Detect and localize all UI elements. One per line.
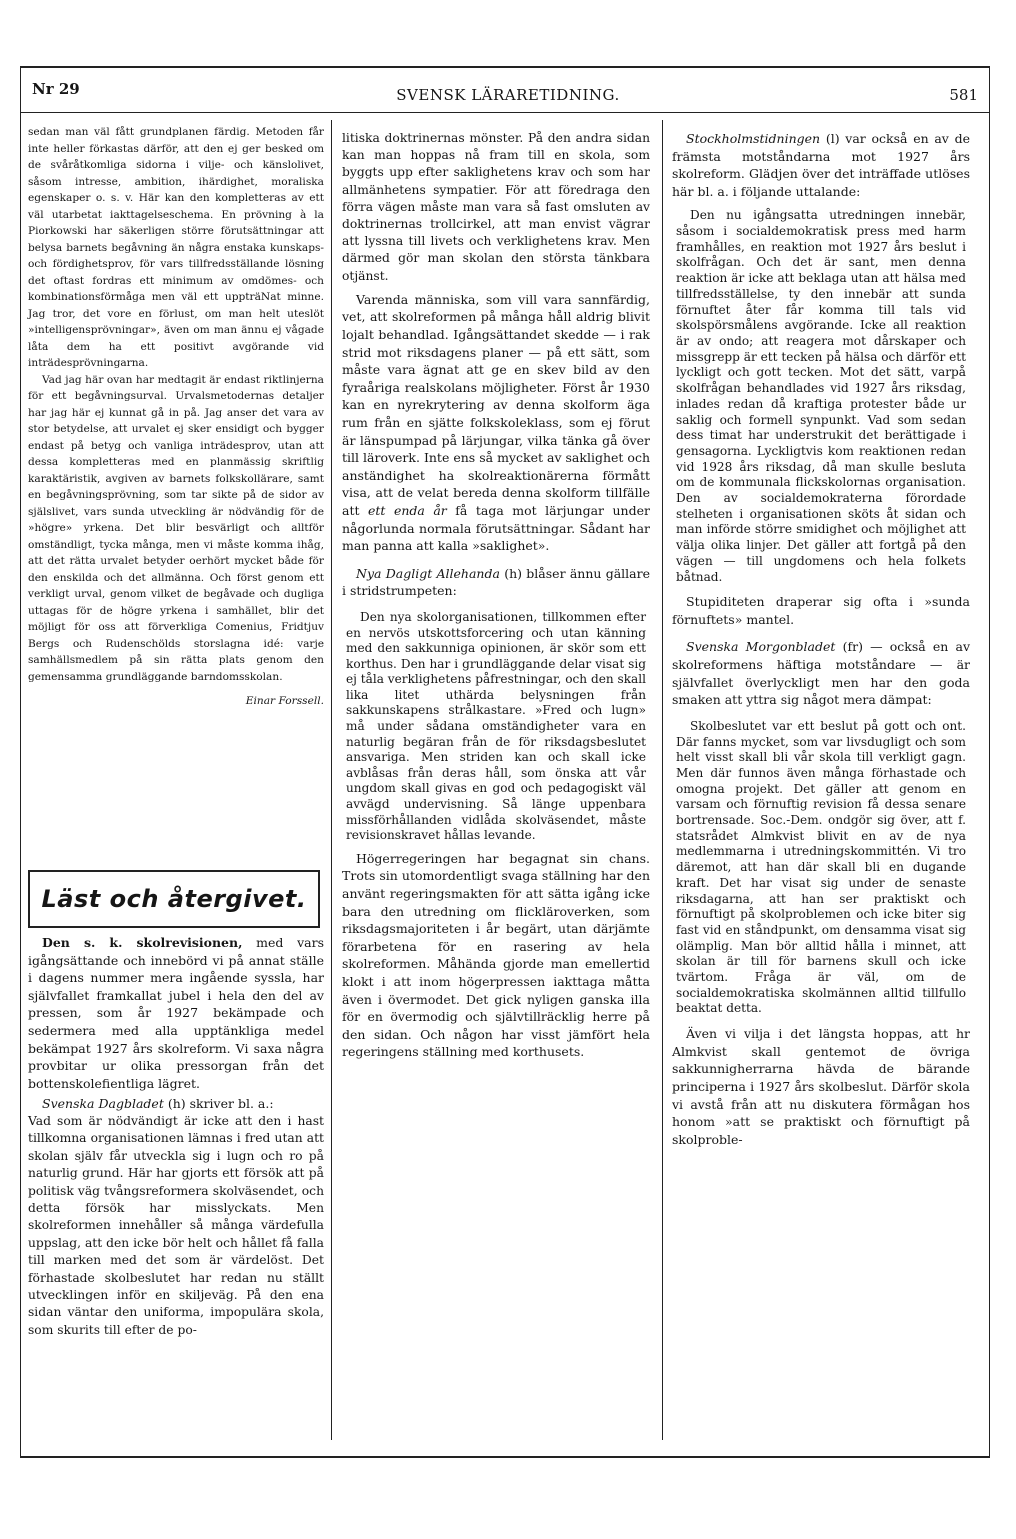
source-intro <box>672 130 970 200</box>
source-intro-text: (h) blåser ännu gällare i stridstrumpeten: <box>342 565 650 599</box>
section-title-box <box>28 870 320 928</box>
paragraph-text: få taga mot lärjungar under någorlunda normala förutsättningar. Sådant har man panna att kalla »saklighet». <box>342 502 650 554</box>
column-2 <box>342 130 650 1061</box>
publication-title: SVENSK LÄRARETIDNING. <box>396 86 620 104</box>
lead-paragraph <box>28 934 324 1092</box>
header-rule <box>20 112 990 113</box>
author-signature: Einar Forssell. <box>245 695 324 707</box>
bottom-rule <box>20 1456 990 1458</box>
source-name: Svenska Dagbladet <box>42 1096 164 1112</box>
issue-number: Nr 29 <box>32 80 80 98</box>
article-paragraph: Även vi vilja i det längsta hoppas, att hr Almkvist skall gentemot de övriga sakkunnigherrarna hävda de bärande principerna i 1927 års skolbeslut. Därför skola vi avstå från att nu diskutera förmågan hos honom »att se praktiskt och förnuftigt på skolproble- <box>672 1026 970 1147</box>
source-name: Svenska Morgonbladet <box>686 639 836 655</box>
source-intro <box>342 565 650 600</box>
article-continuation: sedan man väl fått grundplanen färdig. Metoden får inte heller förkastas därför, att den ej ger besked om de svåråtkomliga sidorna i vilje- och känslolivet, såsom intresse, ambition, ihärdighet, moraliska egenskaper o. s. v. Här kan den kompletteras av ett väl utarbetat iakttagelseschema. En prövning à la Piorkowski har säkerligen större förutsättningar att belysa barnets begåvning än några enstaka kunskaps- och fördighetsprov, för vars tillfredsställande lösning det oftast fordras ett minimum av omdömes- och kombinationsförmåga men väl ett uppträNat minne. Jag tror, det vore en förlust, om man helt uteslöt »intelligensprövningar», även om man ännu ej vågade låta dem ha ett positivt avgörande vid inträdesprövningarna. <box>28 126 324 369</box>
lead-heading: Den s. k. skolrevisionen, <box>42 935 243 950</box>
article-paragraph: Högerregeringen har begagnat sin chans. Trots sin utomordentligt svaga ställning har den använt regeringsmakten för att sätta igång icke bara den utredning om flickläroverken, som riksdagsmajoriteten i år begärt, utan därjämte förarbetena för en rasering av hela skolreformen. Måhända gjorde man emellertid klokt i att inom högerpressen iakttaga måtta även i övermodet. Det gick nyligen ganska illa för en övermodig och självtillräcklig herre på den sidan. Och någon har visst jämfört hela regeringens ställning med korthusets. <box>342 850 650 1060</box>
column-divider-2 <box>662 120 663 1440</box>
emphasis-text: ett enda år <box>368 502 447 518</box>
quote-block: Den nya skolorganisationen, tillkommen efter en nervös utskottsforcering och utan känning med den sakkunniga opinionen, är skör som ett korthus. Den har i grundläggande delar visat sig ej tåla verklighetens påfrestningar, och den skall lika litet uthärda belysningen från sakkunskapens strålkastare. »Fred och lugn» må under sådana omständigheter vara en naturlig begäran från de för riksdagsbeslutet ansvariga. Men striden kan och skall icke avblåsas från deras håll, som önska att vår ungdom skall givas en god och pedagogiskt väl avvägd undervisning. Så länge uppenbara missförhållanden vidlåda skolväsendet, måste revisionskravet hållas levande. <box>346 609 646 843</box>
source-name: Stockholmstidningen <box>686 131 821 146</box>
column-1-top <box>28 124 324 710</box>
article-paragraph <box>342 291 650 555</box>
source-intro-text: (l) var också en av de främsta motståndarna mot 1927 års skolreform. Glädjen över det inträffade utlöses här bl. a. i följande uttalande: <box>672 131 970 199</box>
source-intro-text: (h) skriver bl. a.: <box>163 1096 274 1112</box>
paragraph-text: Varenda människa, som vill vara sannfärdig, vet, att skolreformen på många håll aldrig blivit lojalt behandlad. Igångsättandet skedde — i rak strid mot riksdagens planer — på ett sätt, som måste vara ägnat att ge en skev bild av den fyraåriga realskolans möjligheter. Först år 1930 kan en nyrekrytering av denna skolform äga rum från en sjätte folkskoleklass, som ej förut är länspumpad på lärjungar, vilka tänka gå över till läroverk. Inte ens så mycket av saklighet och anständighet ha skolreaktionärerna förmått visa, att de velat bereda denna skolform tillfälle att <box>342 291 650 518</box>
article-paragraph: Vad jag här ovan har medtagit är endast riktlinjerna för ett begåvningsurval. Urvalsmetodernas detaljer har jag här ej kunnat gå in på. Jag anser det vara av stor betydelse, att urvalet ej sker ensidigt och bygger endast på betyg och vanliga inträdesprov, utan att dessa kompletteras med en planmässig skriftlig karaktäristik, avgiven av barnets folkskollärare, samt en begåvningsprövning, som tar sikte på de sidor av själslivet, vars sunda utveckling är nödvändig för de »högre» yrkena. Det blir besvärligt och alltför omständligt, tycka många, men vi måste komma ihåg, att det rätta urvalet betyder oerhört mycket både för den enskilda och det allmänna. Och först genom ett verkligt urval, genom vilket de begåvade och dugliga uttagas för de högre yrkena i samhället, blir det möjligt för oss att förverkliga Comenius, Fridtjuv Bergs och Rudenschölds storslagna idé: varje samhällsmedlem på sin rätta plats genom den gemensamma grundläggande barndomsskolan. <box>28 373 324 683</box>
top-rule <box>20 66 990 68</box>
quote-block: Skolbeslutet var ett beslut på gott och ont. Där fanns mycket, som var livsdugligt och som helt visst skall bli vår skola till verkligt gagn. Men där funnos även många förhastade och omogna projekt. Det gäller att genom en varsam och förnuftig revision få dessa senare bortrensade. Soc.-Dem. ondgör sig över, att f. statsrådet Almkvist blivit en av de nya medlemmarna i utredningskommittén. Vi tro däremot, att han där skall bli en dugande kraft. Det har visat sig under de senaste riksdagarna, att han ser praktiskt och förnuftigt på skolproblemen och icke biter sig fast vid en ståndpunkt, om densamma visat sig olämplig. Man bör alltid hålla i minnet, att skolan är till för barnens skull och icke tvärtom. Fråga är väl, om de socialdemokratiska skolmännen alltid tillfullo beaktat detta. <box>676 718 966 1016</box>
left-border <box>20 66 21 1456</box>
quote-block: Den nu igångsatta utredningen innebär, såsom i socialdemokratisk press med harm framhålles, en reaktion mot 1927 års beslut i skolfrågan. Och det är sant, men denna reaktion är icke att beklaga utan att hälsa med tillfredsställelse, ty den innebär att sunda förnuftet åter får komma till tals vid skolspörsmålens avgörande. Icke all reaktion är av ondo; att reagera mot dårskaper och missgrepp är ett tecken på hälsa och därför ett lyckligt och gott tecken. Mot det sätt, varpå skolfrågan behandlades vid 1927 års riksdag, inlades redan då kraftiga protester både ur saklig och formell synpunkt. Vad som sedan dess timat har understrukit det berättigade i gensagorna. Lyckligtvis kom reaktionen redan vid 1928 års riksdag, då man skulle besluta om de kommunala flickskolornas organisation. Den av socialdemokraterna förordade stelheten i organisationen sköts åt sidan och man införde större smidighet och möjlighet att välja olika linjer. Det gäller att fortgå på den vägen — till ungdomens och hela folkets båtnad. <box>676 208 966 584</box>
source-intro-text: (fr) — också en av skolreformens häftiga motståndare — är självfallet överlyckligt men har den goda smaken att yttra sig något mera dämpat: <box>672 639 971 708</box>
right-border <box>989 66 990 1456</box>
lead-text: med vars igångsättande och innebörd vi på annat ställe i dagens nummer mera ingående syssla, har självfallet framkallat jubel i hela den del av pressen, som år 1927 bekämpade och sedermera med alla upptänkliga medel bekämpat 1927 års skolreform. Vi saxa några provbitar ur olika pressorgan från det bottenskolefientliga lägret. <box>28 935 325 1091</box>
column-3 <box>672 130 970 1148</box>
source-name: Nya Dagligt Allehanda <box>356 565 500 581</box>
page-number: 581 <box>949 86 978 104</box>
article-paragraph: Stupiditeten draperar sig ofta i »sunda förnuftets» mantel. <box>672 594 970 627</box>
quote-block: litiska doktrinernas mönster. På den andra sidan kan man hoppas nå fram till en skola, som byggts upp efter saklighetens krav och som har allmänhetens sympatier. För att föredraga den förra vägen måste man vara så fast omsluten av doktrinernas trollcirkel, att man envist vägrar att lyssna till livets och verklighetens krav. Men därmed gör man skolan den största tänkbara otjänst. <box>342 131 650 283</box>
column-divider-1 <box>331 120 332 1440</box>
column-1-bottom <box>28 934 324 1339</box>
source-intro <box>28 1095 324 1113</box>
quote-block: Vad som är nödvändigt är icke att den i hast tillkomna organisationen lämnas i fred utan att skolan själv får utveckla sig i lugn och ro på naturlig grund. Här har gjorts ett försök att på politisk väg tvångsreformera skolväsendet, och detta försök har misslyckats. Men skolreformen innehåller så många värdefulla uppslag, att den icke bör helt och hållet få falla till marken med det som är värdelöst. Det förhastade skolbeslutet har redan nu ställt utvecklingen inför en skiljeväg. På den ena sidan väntar den uniforma, impopulära skola, som skurits till efter de po- <box>28 1113 324 1337</box>
source-intro <box>672 638 970 708</box>
section-title: Läst och återgivet. <box>41 885 307 913</box>
